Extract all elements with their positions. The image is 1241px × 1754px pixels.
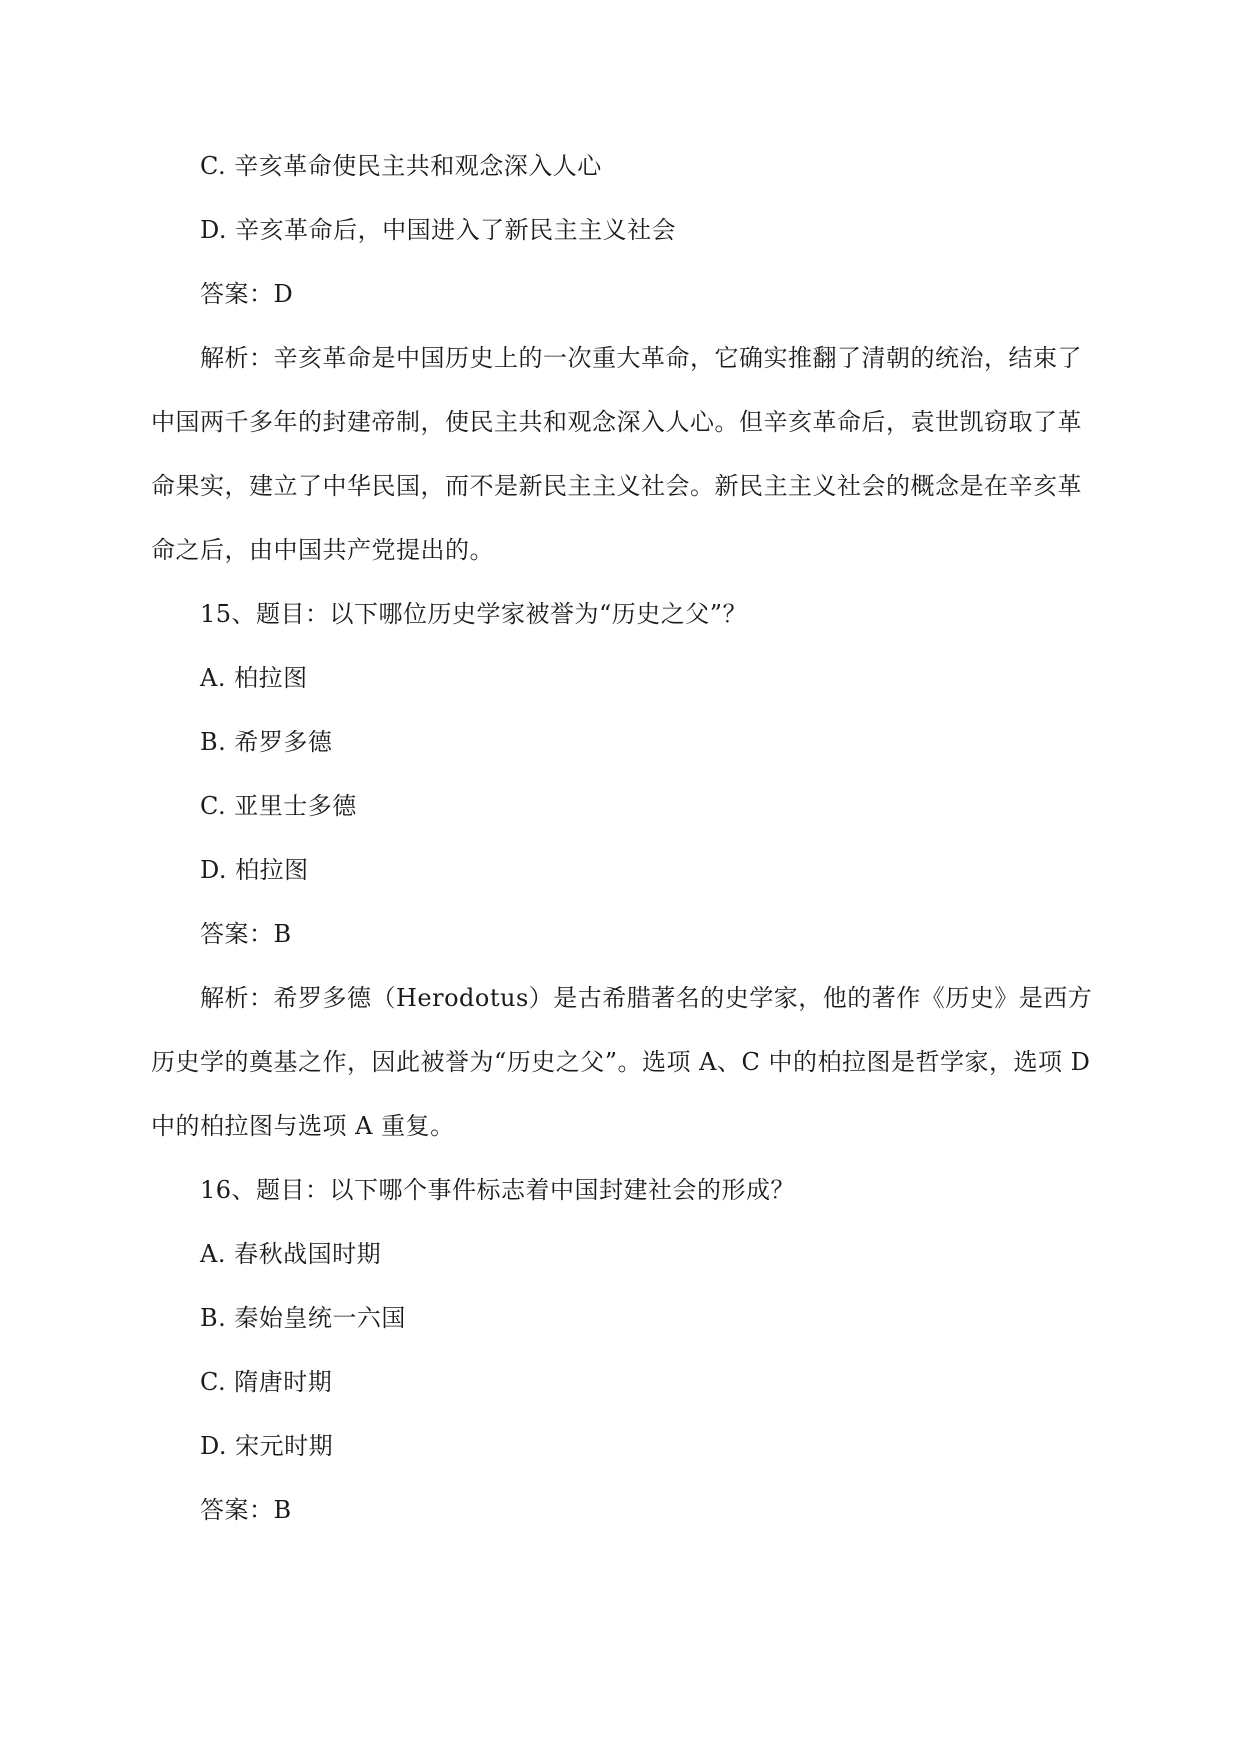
q14-answer: 答案：D xyxy=(200,280,294,308)
q15-question: 15、题目：以下哪位历史学家被誉为“历史之父”？ xyxy=(200,600,748,628)
q15-option-d: D. 柏拉图 xyxy=(200,856,309,884)
q15-explanation-line-2: 历史学的奠基之作，因此被誉为“历史之父”。选项 A、C 中的柏拉图是哲学家，选项 D xyxy=(151,1048,1091,1076)
q15-explanation-line-1: 解析：希罗多德（Herodotus）是古希腊著名的史学家，他的著作《历史》是西方 xyxy=(200,984,1093,1012)
q14-explanation-line-1: 解析：辛亥革命是中国历史上的一次重大革命，它确实推翻了清朝的统治，结束了 xyxy=(200,344,1082,372)
q14-explanation-line-2: 中国两千多年的封建帝制，使民主共和观念深入人心。但辛亥革命后，袁世凯窃取了革 xyxy=(151,408,1082,436)
q14-option-c: C. 辛亥革命使民主共和观念深入人心 xyxy=(200,152,602,180)
q16-option-c: C. 隋唐时期 xyxy=(200,1368,333,1396)
q16-option-a: A. 春秋战国时期 xyxy=(200,1240,382,1268)
q16-option-b: B. 秦始皇统一六国 xyxy=(200,1304,406,1332)
q14-explanation-line-4: 命之后，由中国共产党提出的。 xyxy=(151,536,494,564)
q15-option-b: B. 希罗多德 xyxy=(200,728,333,756)
q15-option-a: A. 柏拉图 xyxy=(200,664,308,692)
q14-option-d: D. 辛亥革命后，中国进入了新民主主义社会 xyxy=(200,216,677,244)
q16-answer: 答案：B xyxy=(200,1496,292,1524)
q16-question: 16、题目：以下哪个事件标志着中国封建社会的形成？ xyxy=(200,1176,796,1204)
q14-explanation-line-3: 命果实，建立了中华民国，而不是新民主主义社会。新民主主义社会的概念是在辛亥革 xyxy=(151,472,1082,500)
q15-answer: 答案：B xyxy=(200,920,292,948)
q15-option-c: C. 亚里士多德 xyxy=(200,792,357,820)
q16-option-d: D. 宋元时期 xyxy=(200,1432,334,1460)
q15-explanation-line-3: 中的柏拉图与选项 A 重复。 xyxy=(151,1112,455,1140)
